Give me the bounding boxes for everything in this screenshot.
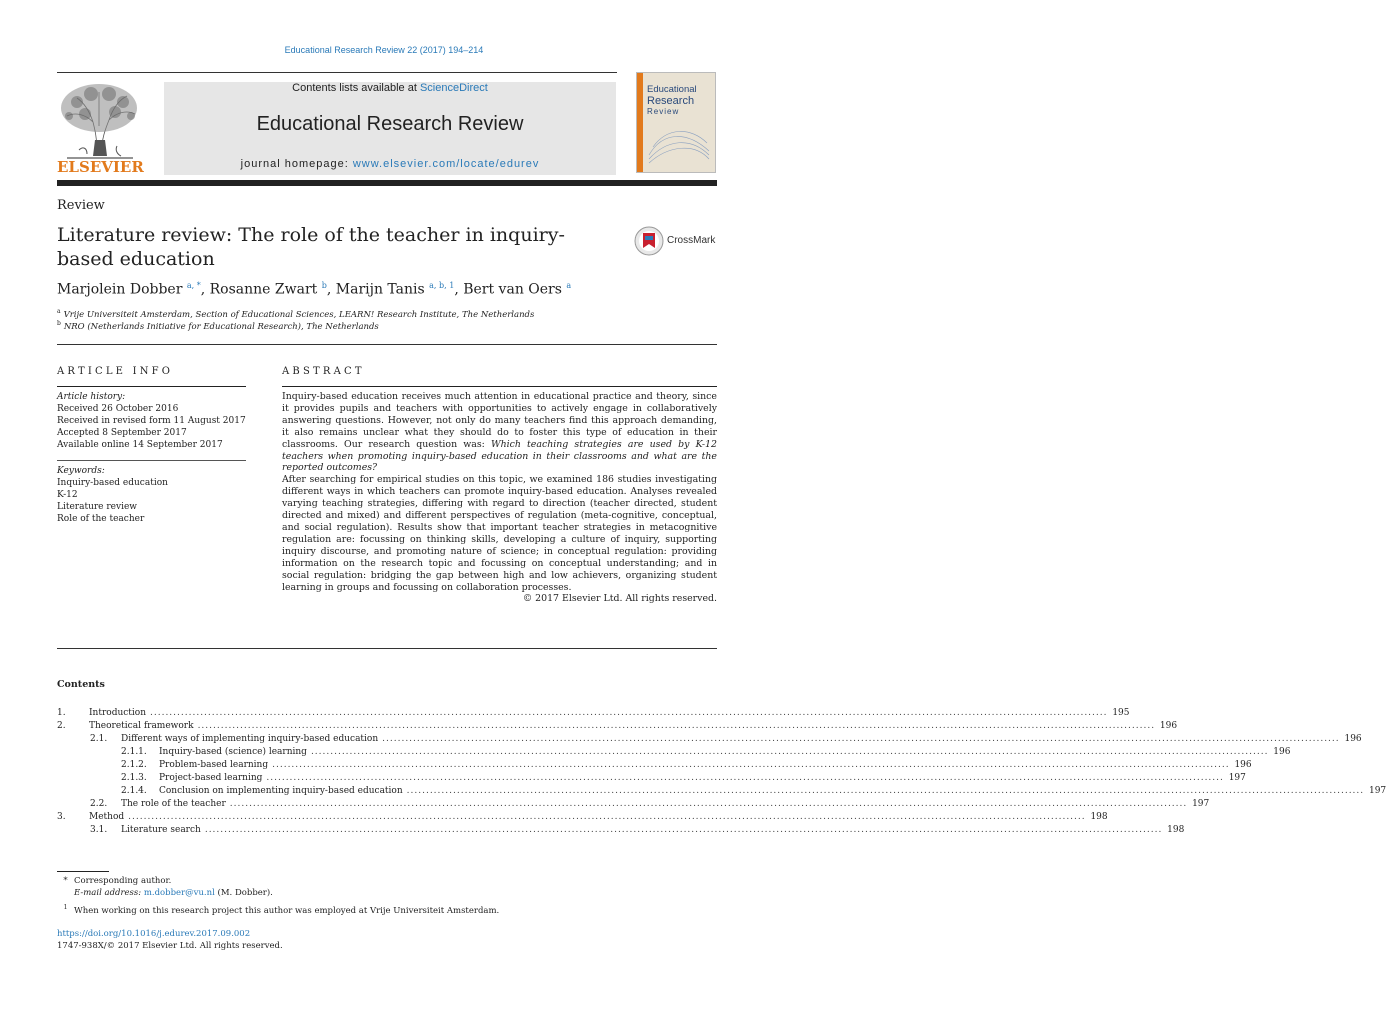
author-marks[interactable]: a, b, 1 (429, 281, 455, 290)
author-separator: , (200, 281, 210, 298)
abstract-copyright: © 2017 Elsevier Ltd. All rights reserved. (522, 593, 717, 605)
toc-label: Different ways of implementing inquiry-based education (121, 734, 379, 744)
toc-leader: ........................................................................................................................................................................................................................................................ (266, 773, 1224, 783)
toc-label: Introduction (89, 708, 146, 718)
footnote-mark: * (63, 876, 68, 886)
toc-page: 196 (1273, 747, 1291, 757)
email-label: E-mail address: (74, 888, 142, 898)
cover-title-line: Educational (647, 84, 697, 95)
keywords-label: Keywords: (57, 466, 105, 476)
article-info-heading: ARTICLE INFO (57, 366, 174, 377)
history-label: Article history: (57, 392, 126, 402)
article-type: Review (57, 198, 105, 213)
cover-title (647, 85, 697, 117)
keyword: Inquiry-based education (57, 478, 168, 488)
affiliation (57, 308, 534, 320)
toc-leader: ........................................................................................................................................................................................................................................................ (382, 734, 1340, 744)
contents-prefix: Contents lists available at (292, 82, 420, 94)
publisher-name: ELSEVIER (57, 158, 144, 176)
doi-block (57, 928, 283, 952)
toc-page: 197 (1368, 786, 1386, 796)
author-name[interactable]: Bert van Oers (463, 281, 562, 298)
history-item: Accepted 8 September 2017 (57, 428, 187, 438)
toc-label: Literature search (121, 825, 201, 835)
toc-number: 2.1. (90, 734, 108, 744)
toc-entry[interactable] (57, 824, 1185, 837)
affiliation-mark: a (57, 308, 61, 315)
toc-number: 2.1.3. (121, 773, 147, 783)
crossmark-button[interactable] (634, 226, 724, 258)
footnote-text: Corresponding author. (74, 876, 172, 886)
footnote-rule (57, 871, 109, 872)
affiliation-mark: b (57, 320, 61, 327)
toc-leader: ........................................................................................................................................................................................................................................................ (197, 721, 1156, 731)
abstract-heading: ABSTRACT (282, 366, 365, 377)
toc-label: The role of the teacher (121, 799, 226, 809)
toc-number: 2.1.2. (121, 760, 147, 770)
contents-top-rule (57, 648, 717, 649)
author-separator: , (326, 281, 336, 298)
toc-entry[interactable] (57, 733, 1362, 746)
toc-label: Inquiry-based (science) learning (159, 747, 307, 757)
abstract-paragraph: After searching for empirical studies on this topic, we examined 186 studies investigating different ways in which teachers can promote inquiry-based education. Analyses revealed varying teaching strategies, differing with regard to direction (teacher directed, student directed and mixed) and different perspectives of regulation (meta-cognitive, conceptual, and social regulation). Results show that important teacher strategies in metacognitive regulation are: focussing on thinking skills, developing a culture of inquiry, supporting inquiry discourse, and promoting nature of science; in conceptual regulation: providing information on the research topic and focussing on conceptual understanding; and in social regulation: bridging the gap between high and low achievers, organizing student learning in groups and focussing on collaboration processes. (282, 474, 717, 593)
toc-entry[interactable] (57, 785, 1386, 798)
toc-label: Theoretical framework (89, 721, 194, 731)
toc-leader: ........................................................................................................................................................................................................................................................ (406, 786, 1365, 796)
toc-page: 198 (1167, 825, 1185, 835)
toc-leader: ........................................................................................................................................................................................................................................................ (272, 760, 1230, 770)
toc-entry[interactable] (57, 707, 1130, 720)
history-item: Received in revised form 11 August 2017 (57, 416, 246, 426)
toc-page: 196 (1159, 721, 1178, 731)
toc-leader: ........................................................................................................................................................................................................................................................ (128, 812, 1086, 822)
contents-heading: Contents (57, 679, 105, 690)
journal-title: Educational Research Review (256, 113, 524, 135)
author-marks[interactable]: a, * (186, 281, 201, 290)
issn-copyright: 1747-938X/© 2017 Elsevier Ltd. All rights reserved. (57, 941, 283, 951)
abstract-body (282, 391, 717, 605)
article-info-rule (57, 386, 246, 387)
toc-leader: ........................................................................................................................................................................................................................................................ (150, 708, 1108, 718)
top-rule (57, 72, 617, 73)
toc-number: 3.1. (90, 825, 108, 835)
toc-page: 195 (1112, 708, 1130, 718)
toc-entry[interactable] (57, 720, 1178, 733)
crossmark-icon (634, 226, 664, 256)
header-divider (57, 344, 717, 345)
author-list (57, 281, 571, 298)
abstract-rule (282, 386, 717, 387)
history-item: Received 26 October 2016 (57, 404, 179, 414)
toc-label: Method (89, 812, 125, 822)
affiliation-text: Vrije Universiteit Amsterdam, Section of Educational Sciences, LEARN! Research Institute, The Netherlands (63, 309, 535, 320)
doi-link[interactable]: https://doi.org/10.1016/j.edurev.2017.09.002 (57, 929, 251, 939)
cover-title-line: Research (647, 95, 695, 107)
cover-graphic-icon (647, 125, 711, 165)
toc-label: Project-based learning (159, 773, 263, 783)
author-marks[interactable]: a (566, 281, 572, 290)
toc-label: Conclusion on implementing inquiry-based education (159, 786, 403, 796)
elsevier-logo[interactable] (57, 80, 143, 176)
toc-page: 197 (1192, 799, 1210, 809)
cover-stripe (637, 73, 643, 172)
toc-number: 2. (57, 721, 66, 731)
keywords (57, 465, 246, 525)
sciencedirect-link[interactable]: ScienceDirect (419, 82, 488, 94)
paper-title: Literature review: The role of the teacher in inquiry-based education (57, 224, 565, 270)
toc-number: 2.2. (90, 799, 108, 809)
footnote-text: When working on this research project this author was employed at Vrije Universiteit Amsterdam. (74, 905, 500, 916)
toc-number: 3. (57, 812, 66, 822)
toc-leader: ........................................................................................................................................................................................................................................................ (310, 747, 1269, 757)
affiliation-text: NRO (Netherlands Initiative for Educational Research), The Netherlands (63, 321, 379, 332)
masthead-thick-rule (57, 180, 717, 186)
author-name[interactable]: Marijn Tanis (335, 281, 425, 298)
research-question: Which teaching strategies are used by K-12 teachers when promoting inquiry-based education in their classrooms and what are the reported outcomes? (282, 438, 717, 474)
toc-leader: ........................................................................................................................................................................................................................................................ (229, 799, 1188, 809)
toc-page: 198 (1090, 812, 1108, 822)
footnote-1 (57, 902, 499, 917)
author-name[interactable]: Rosanne Zwart (209, 281, 318, 298)
toc-entry[interactable] (57, 772, 1246, 785)
email-suffix: (M. Dobber). (217, 888, 273, 898)
author-name[interactable]: Marjolein Dobber (57, 281, 183, 298)
toc-entry[interactable] (57, 798, 1210, 811)
journal-cover[interactable] (636, 72, 716, 173)
author-marks[interactable]: b (321, 281, 327, 290)
toc-entry[interactable] (57, 811, 1108, 824)
keyword: K-12 (57, 490, 78, 500)
homepage-link[interactable]: www.elsevier.com/locate/edurev (352, 158, 540, 170)
contents-available (164, 82, 616, 94)
crossmark-label: CrossMark (667, 235, 716, 246)
abstract-text: Inquiry-based education receives much attention in educational practice and theory, since it provides pupils and teachers with opportunities to actively engage in collaboratively answering questions. However, not only do many teachers find this approach demanding, it also remains unclear what they should do to foster this type of education in their classrooms. Our research question was: (282, 391, 717, 450)
author-separator: , (454, 281, 464, 298)
footnote-mark: 1 (63, 904, 68, 911)
toc-leader: ........................................................................................................................................................................................................................................................ (204, 825, 1163, 835)
cover-title-line: Review (647, 107, 680, 116)
toc-number: 2.1.4. (121, 786, 147, 796)
keyword: Literature review (57, 502, 137, 512)
journal-reference[interactable]: Educational Research Review 22 (2017) 194–214 (284, 45, 484, 55)
journal-homepage (164, 158, 616, 170)
toc-label: Problem-based learning (159, 760, 269, 770)
toc-entry[interactable] (57, 759, 1252, 772)
toc-number: 1. (57, 708, 66, 718)
keywords-rule (57, 460, 246, 461)
footnote-email (74, 888, 273, 899)
toc-number: 2.1.1. (121, 747, 147, 757)
toc-page: 196 (1344, 734, 1362, 744)
history-item: Available online 14 September 2017 (57, 440, 223, 450)
footnote-corresponding (57, 876, 171, 887)
toc-page: 196 (1234, 760, 1252, 770)
article-history (57, 391, 246, 451)
affiliation (57, 320, 379, 332)
toc-entry[interactable] (57, 746, 1291, 759)
email-link[interactable]: m.dobber@vu.nl (143, 888, 215, 898)
homepage-prefix: journal homepage: (240, 158, 353, 170)
toc-page: 197 (1228, 773, 1246, 783)
keyword: Role of the teacher (57, 514, 145, 524)
abstract-paragraph (282, 391, 717, 474)
